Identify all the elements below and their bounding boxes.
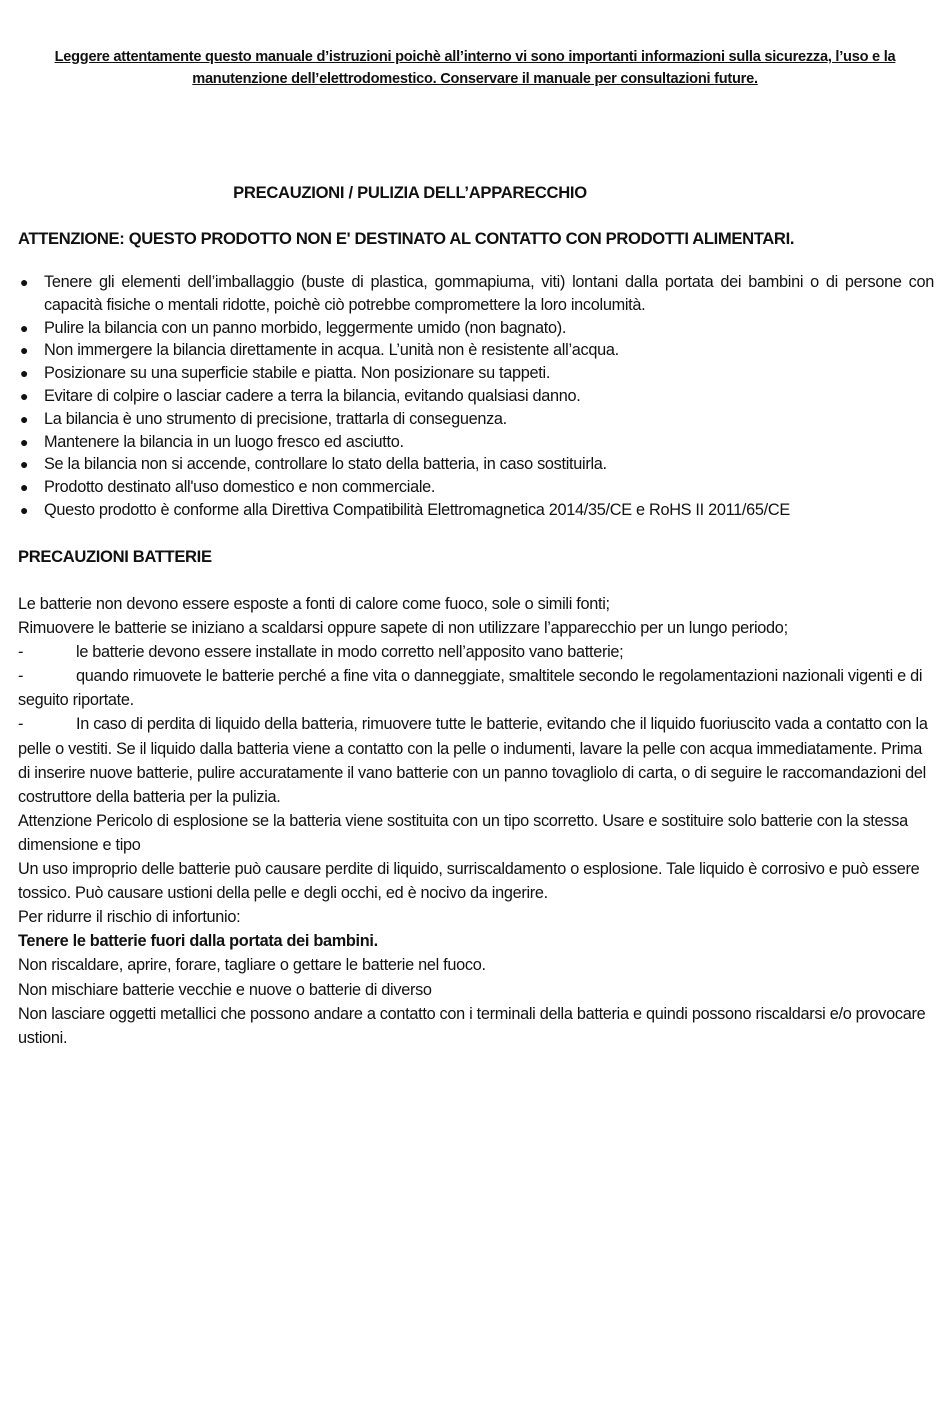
section-title-batteries: PRECAUZIONI BATTERIE [18, 547, 212, 566]
section-title-precautions: PRECAUZIONI / PULIZIA DELL’APPARECCHIO [233, 183, 587, 202]
dash-item [18, 640, 936, 664]
bullet-icon: ● [20, 410, 29, 427]
list-item [18, 385, 934, 408]
paragraph: Non lasciare oggetti metallici che possono andare a contatto con i terminali della batteria e quindi possono riscaldarsi e/o provocare ustioni. [18, 1004, 926, 1047]
dash-item-text: le batterie devono essere installate in modo corretto nell’apposito vano batterie; [76, 643, 624, 662]
list-item-text: La bilancia è uno strumento di precisione, trattarla di conseguenza. [44, 409, 507, 428]
paragraph: Non riscaldare, aprire, forare, tagliare o gettare le batterie nel fuoco. [18, 956, 486, 975]
list-item-text: Tenere gli elementi dell’imballaggio (buste di plastica, gommapiuma, viti) lontani dalla portata dei bambini o di persone con capacità fisiche o mentali ridotte, poichè ciò potrebbe compromettere la loro incolumità. [44, 273, 934, 314]
paragraph: Un uso improprio delle batterie può causare perdite di liquido, surriscaldamento o esplosione. Tale liquido è corrosivo e può essere tossico. Può causare ustioni della pelle e degli occhi, ed è nocivo da ingerire. [18, 860, 920, 903]
paragraph: Attenzione Pericolo di esplosione se la batteria viene sostituita con un tipo scorretto. Usare e sostituire solo batterie con la stessa dimensione e tipo [18, 811, 908, 854]
dash-item-text: In caso di perdita di liquido della batteria, rimuovere tutte le batterie, evitando che il liquido fuoriuscito vada a contatto con la pelle o vestiti. Se il liquido dalla batteria viene a contatto con la pelle o indumenti, lavare la pelle con acqua immediatamente. Prima di inserire nuove batterie, pulire accuratamente il vano batterie con un panno tovagliolo di carta, o di seguire le raccomandazioni del costruttore della batteria per la pulizia. [18, 715, 928, 806]
list-item [18, 271, 934, 317]
list-item [18, 362, 934, 385]
paragraph: Non mischiare batterie vecchie e nuove o batterie di diverso [18, 980, 432, 999]
bullet-icon: ● [20, 387, 29, 404]
paragraph: Le batterie non devono essere esposte a fonti di calore come fuoco, sole o simili fonti; [18, 595, 610, 613]
dash-item-text: quando rimuovete le batterie perché a fine vita o danneggiate, smaltitele secondo le regolamentazioni nazionali vigenti e di seguito riportate. [18, 667, 923, 710]
list-item-text: Pulire la bilancia con un panno morbido, leggermente umido (non bagnato). [44, 318, 567, 337]
bullet-icon: ● [20, 501, 29, 518]
food-contact-warning: ATTENZIONE: QUESTO PRODOTTO NON E' DESTINATO AL CONTATTO CON PRODOTTI ALIMENTARI. [18, 229, 795, 248]
list-item [18, 476, 934, 499]
list-item-text: Mantenere la bilancia in un luogo fresco ed asciutto. [44, 432, 404, 451]
list-item-text: Questo prodotto è conforme alla Direttiva Compatibilità Elettromagnetica 2014/35/CE e RoHS II 2011/65/CE [44, 500, 790, 519]
bullet-icon: ● [20, 365, 29, 382]
list-item [18, 317, 934, 340]
list-item-text: Posizionare su una superficie stabile e piatta. Non posizionare su tappeti. [44, 364, 551, 383]
list-item-text: Evitare di colpire o lasciar cadere a terra la bilancia, evitando qualsiasi danno. [44, 386, 581, 405]
dash-marker: - [18, 643, 24, 662]
list-item [18, 408, 934, 431]
children-warning: Tenere le batterie fuori dalla portata dei bambini. [18, 932, 378, 951]
list-item [18, 339, 934, 362]
bullet-icon: ● [20, 274, 29, 290]
list-item-text: Non immergere la bilancia direttamente in acqua. L’unità non è resistente all’acqua. [44, 341, 619, 360]
paragraph: Per ridurre il rischio di infortunio: [18, 908, 241, 927]
intro-notice: Leggere attentamente questo manuale d’istruzioni poichè all’interno vi sono importanti informazioni sulla sicurezza, l’uso e la manutenzione dell’elettrodomestico. Conservare il manuale per consultazioni future. [54, 49, 896, 87]
list-item-text: Se la bilancia non si accende, controllare lo stato della batteria, in caso sostituirla. [44, 455, 607, 474]
dash-item [18, 664, 936, 712]
battery-precautions [18, 592, 936, 1050]
dash-item [18, 712, 936, 808]
bullet-icon: ● [20, 479, 29, 496]
dash-marker: - [18, 667, 24, 686]
dash-marker: - [18, 715, 24, 734]
list-item [18, 499, 934, 522]
bullet-icon: ● [20, 456, 29, 473]
list-item [18, 431, 934, 454]
paragraph: Rimuovere le batterie se iniziano a scaldarsi oppure sapete di non utilizzare l’apparecchio per un lungo periodo; [18, 619, 788, 638]
precautions-list [18, 271, 934, 522]
bullet-icon: ● [20, 433, 29, 450]
list-item-text: Prodotto destinato all'uso domestico e non commerciale. [44, 478, 436, 497]
bullet-icon: ● [20, 319, 29, 336]
list-item [18, 453, 934, 476]
bullet-icon: ● [20, 342, 29, 359]
